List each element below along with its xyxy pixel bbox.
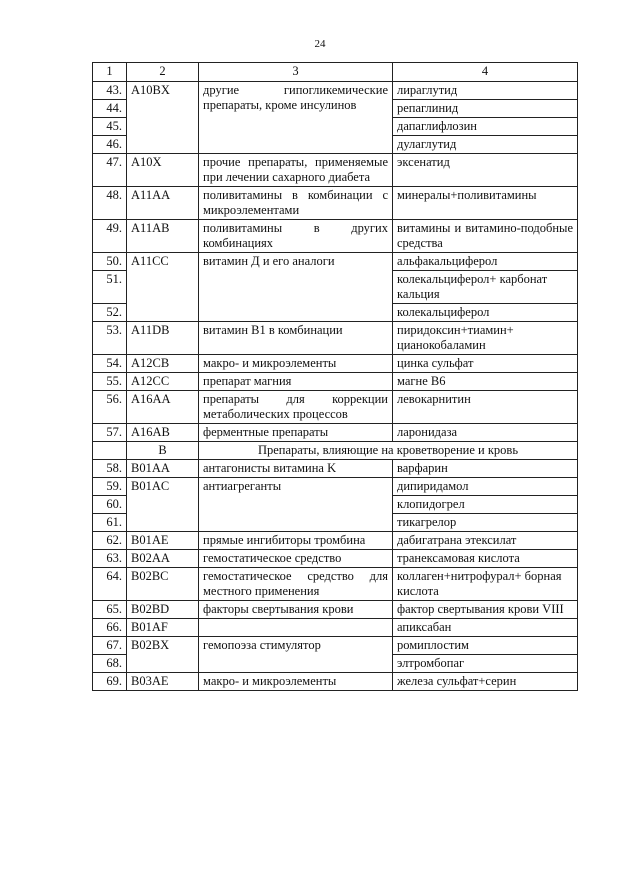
- table-row: [93, 391, 578, 424]
- header-cell: 4: [393, 63, 578, 82]
- row-number: 59.: [93, 478, 127, 496]
- drug-group: препарат магния: [199, 373, 393, 391]
- drug-group: витамин Д и его аналоги: [199, 253, 393, 322]
- row-number: 63.: [93, 550, 127, 568]
- row-number: 45.: [93, 118, 127, 136]
- row-number: 57.: [93, 424, 127, 442]
- row-number: 58.: [93, 460, 127, 478]
- drug-name: эксенатид: [393, 154, 578, 187]
- drug-name: транексамовая кислота: [393, 550, 578, 568]
- drug-group: гемостатическое средство для местного применения: [199, 568, 393, 601]
- drug-name: цинка сульфат: [393, 355, 578, 373]
- table-row: [93, 322, 578, 355]
- atc-code: B01AF: [127, 619, 199, 637]
- table-row: [93, 619, 578, 637]
- row-number: 60.: [93, 496, 127, 514]
- row-number: 68.: [93, 655, 127, 673]
- table-row: [93, 460, 578, 478]
- drug-name: дабигатрана этексилат: [393, 532, 578, 550]
- table-row: [93, 187, 578, 220]
- table-row: [93, 550, 578, 568]
- table-row: [93, 532, 578, 550]
- table-row: [93, 478, 578, 496]
- atc-code: A16AA: [127, 391, 199, 424]
- drug-name: фактор свертывания крови VIII: [393, 601, 578, 619]
- drug-group: антиагреганты: [199, 478, 393, 532]
- atc-code: A11AB: [127, 220, 199, 253]
- drug-name: ромиплостим: [393, 637, 578, 655]
- row-number: 54.: [93, 355, 127, 373]
- row-number: 67.: [93, 637, 127, 655]
- row-number: 47.: [93, 154, 127, 187]
- row-number: 64.: [93, 568, 127, 601]
- atc-code: B01AE: [127, 532, 199, 550]
- atc-code: B02BD: [127, 601, 199, 619]
- row-number: 61.: [93, 514, 127, 532]
- table-row: [93, 637, 578, 655]
- table-row: [93, 154, 578, 187]
- row-number: 56.: [93, 391, 127, 424]
- section-title: Препараты, влияющие на кроветворение и кровь: [199, 442, 578, 460]
- header-row: [93, 63, 578, 82]
- drug-group: ферментные препараты: [199, 424, 393, 442]
- drug-name: дапаглифлозин: [393, 118, 578, 136]
- table-row: [93, 373, 578, 391]
- atc-code: A12CB: [127, 355, 199, 373]
- atc-code: B02AA: [127, 550, 199, 568]
- atc-code: A11DB: [127, 322, 199, 355]
- header-cell: 1: [93, 63, 127, 82]
- drug-group: поливитамины в комбинации с микроэлементами: [199, 187, 393, 220]
- row-number: 66.: [93, 619, 127, 637]
- drug-name: ларонидаза: [393, 424, 578, 442]
- table-row: [93, 253, 578, 271]
- atc-code: A16AB: [127, 424, 199, 442]
- drug-group: факторы свертывания крови: [199, 601, 393, 619]
- row-number: 69.: [93, 673, 127, 691]
- row-number: 50.: [93, 253, 127, 271]
- drug-name: апиксабан: [393, 619, 578, 637]
- row-number: 43.: [93, 82, 127, 100]
- atc-code: A11CC: [127, 253, 199, 322]
- drug-group: гемостатическое средство: [199, 550, 393, 568]
- atc-code: A12CC: [127, 373, 199, 391]
- drug-group: [199, 619, 393, 637]
- drug-name: минералы+поливитамины: [393, 187, 578, 220]
- table-row: [93, 568, 578, 601]
- row-number: 48.: [93, 187, 127, 220]
- atc-code: B02BC: [127, 568, 199, 601]
- drug-name: магне B6: [393, 373, 578, 391]
- drug-group: витамин B1 в комбинации: [199, 322, 393, 355]
- header-cell: 3: [199, 63, 393, 82]
- row-number: 53.: [93, 322, 127, 355]
- drug-group: прямые ингибиторы тромбина: [199, 532, 393, 550]
- row-number: 52.: [93, 304, 127, 322]
- drug-name: левокарнитин: [393, 391, 578, 424]
- section-code: B: [127, 442, 199, 460]
- drug-group: прочие препараты, применяемые при лечении сахарного диабета: [199, 154, 393, 187]
- section-number-cell: [93, 442, 127, 460]
- drug-name: колекальциферол+ карбонат кальция: [393, 271, 578, 304]
- row-number: 46.: [93, 136, 127, 154]
- drug-name: пиридоксин+тиамин+ цианокобаламин: [393, 322, 578, 355]
- row-number: 65.: [93, 601, 127, 619]
- row-number: 55.: [93, 373, 127, 391]
- atc-code: B01AC: [127, 478, 199, 532]
- row-number: 44.: [93, 100, 127, 118]
- drug-group: макро- и микроэлементы: [199, 673, 393, 691]
- drug-name: колекальциферол: [393, 304, 578, 322]
- drug-group: гемопоэза стимулятор: [199, 637, 393, 673]
- drug-name: коллаген+нитрофурал+ борная кислота: [393, 568, 578, 601]
- section-row: [93, 442, 578, 460]
- drug-name: лираглутид: [393, 82, 578, 100]
- drug-name: альфакальциферол: [393, 253, 578, 271]
- drug-name: клопидогрел: [393, 496, 578, 514]
- table-row: [93, 601, 578, 619]
- drug-group: поливитамины в других комбинациях: [199, 220, 393, 253]
- drug-table: [92, 62, 578, 691]
- table-row: [93, 355, 578, 373]
- atc-code: B01AA: [127, 460, 199, 478]
- drug-group: препараты для коррекции метаболических процессов: [199, 391, 393, 424]
- row-number: 51.: [93, 271, 127, 304]
- table-row: [93, 220, 578, 253]
- drug-name: репаглинид: [393, 100, 578, 118]
- drug-name: элтромбопаг: [393, 655, 578, 673]
- drug-group: макро- и микроэлементы: [199, 355, 393, 373]
- page-number: 24: [314, 38, 326, 50]
- drug-name: железа сульфат+серин: [393, 673, 578, 691]
- atc-code: A10BX: [127, 82, 199, 154]
- drug-group: другие гипогликемические препараты, кроме инсулинов: [199, 82, 393, 154]
- table-row: [93, 424, 578, 442]
- row-number: 62.: [93, 532, 127, 550]
- drug-group: антагонисты витамина K: [199, 460, 393, 478]
- header-cell: 2: [127, 63, 199, 82]
- drug-name: дипиридамол: [393, 478, 578, 496]
- atc-code: A10X: [127, 154, 199, 187]
- drug-name: витамины и витамино-подобные средства: [393, 220, 578, 253]
- drug-name: дулаглутид: [393, 136, 578, 154]
- drug-name: тикагрелор: [393, 514, 578, 532]
- table-row: [93, 673, 578, 691]
- table-row: [93, 82, 578, 100]
- atc-code: B03AE: [127, 673, 199, 691]
- row-number: 49.: [93, 220, 127, 253]
- atc-code: A11AA: [127, 187, 199, 220]
- drug-name: варфарин: [393, 460, 578, 478]
- atc-code: B02BX: [127, 637, 199, 673]
